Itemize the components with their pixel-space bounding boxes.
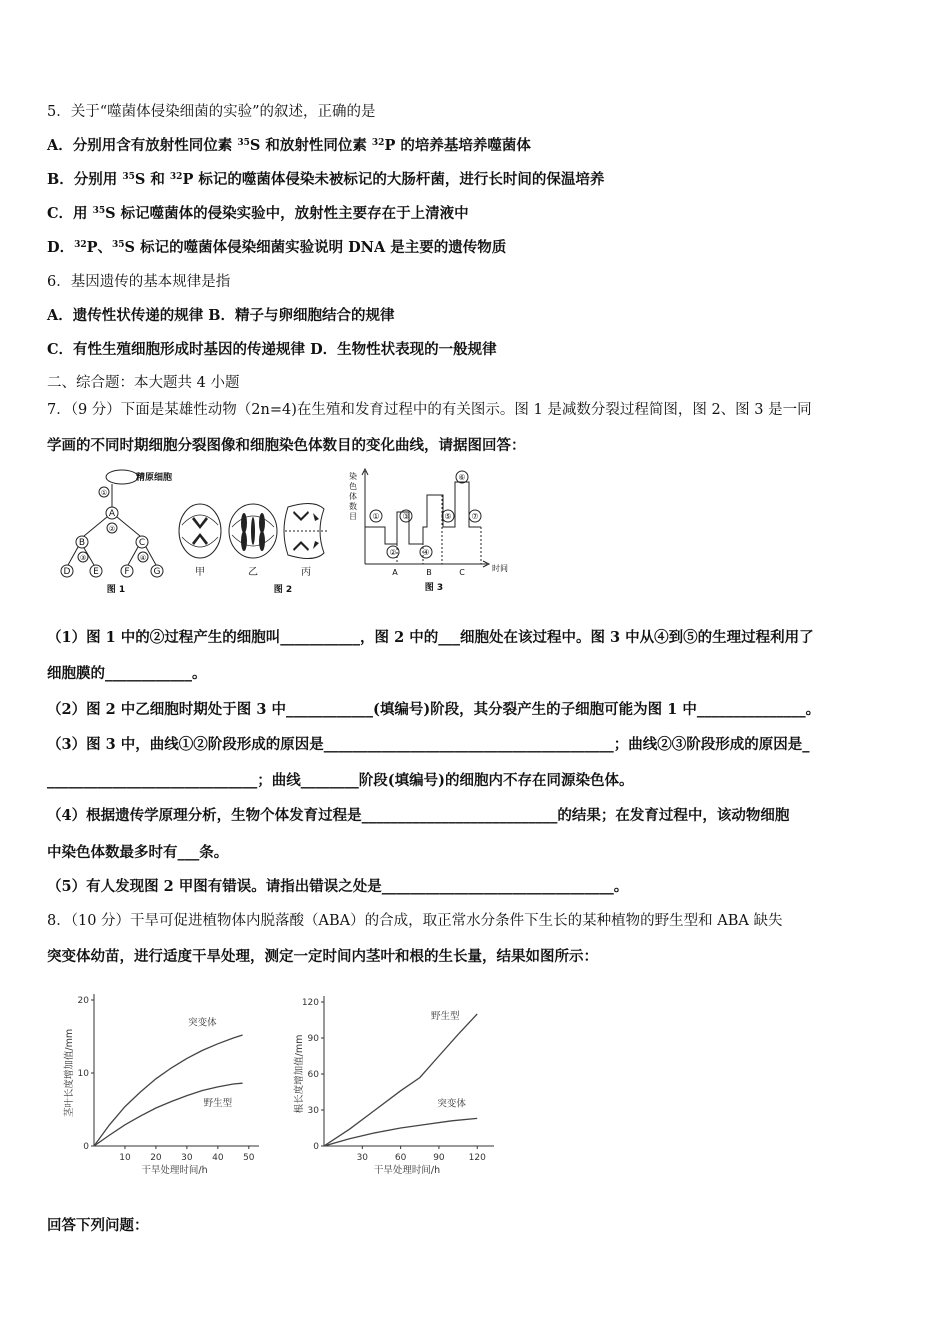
q5-option-b: B．分别用 $^{35}$S 和 $^{32}$P 标记的噬菌体侵染未被标记的大肠杆菌，进行长时间的保温培养: [47, 171, 605, 188]
chart2-x-tick-label: 120: [468, 1153, 486, 1163]
fig3-ylabel-1: 染: [349, 472, 357, 481]
fig1-node-d: D: [63, 567, 71, 577]
fig1-step3: ③: [79, 554, 87, 562]
chart1-series-line-2: [94, 1083, 243, 1146]
q7-part4-line2: 中染色体数最多时有___条。: [47, 844, 229, 861]
figure-1: [50, 465, 180, 595]
chart1-x-tick-label: 10: [119, 1153, 131, 1163]
q6-stem: 6．基因遗传的基本规律是指: [47, 274, 231, 290]
fig3-ylabel-4: 数: [349, 502, 357, 511]
fig3-stage-3: ③: [402, 512, 410, 521]
fig2-label-yi: 乙: [248, 567, 258, 578]
fig3-stage-7: ⑦: [471, 512, 479, 521]
figure-2: [178, 495, 338, 595]
chart1-series-line-1: [94, 1035, 243, 1146]
fig2-label-bing: 丙: [301, 567, 311, 578]
stem-leaf-growth-chart: [50, 988, 265, 1180]
q5-option-d: D．$^{32}$P、$^{35}$S 标记的噬菌体侵染细菌实验说明 DNA 是主要的遗传物质: [47, 239, 507, 256]
q7-part3-line2: _____________________________；曲线________阶段(填编号)的细胞内不存在同源染色体。: [47, 772, 634, 789]
q7-part3-line1: （3）图 3 中，曲线①②阶段形成的原因是________________________________________；曲线②③阶段形成的原因是_: [47, 736, 810, 753]
chart1-x-tick-label: 20: [150, 1153, 162, 1163]
q6-options-ab: A．遗传性状传递的规律 B．精子与卵细胞结合的规律: [47, 307, 395, 324]
fig1-caption: 图 1: [106, 585, 126, 595]
q8-stem-line2: 突变体幼苗，进行适度干旱处理，测定一定时间内茎叶和根的生长量，结果如图所示：: [47, 948, 598, 965]
q7-part4-line1: （4）根据遗传学原理分析，生物个体发育过程是___________________________的结果；在发育过程中，该动物细胞: [47, 807, 790, 824]
chart2-x-axis-label: 干旱处理时间/h: [373, 1165, 441, 1176]
q7-part5: （5）有人发现图 2 甲图有错误。请指出错误之处是________________________________。: [47, 878, 629, 895]
fig3-phase-c: C: [459, 568, 465, 577]
chart1-y-tick-label: 20: [77, 996, 89, 1006]
q7-stem-line2: 学画的不同时期细胞分裂图像和细胞染色体数目的变化曲线，请据图回答：: [47, 437, 526, 454]
q7-part1-line2: 细胞膜的____________。: [47, 665, 207, 682]
chart1-series-label-1: 突变体: [188, 1017, 217, 1029]
chart1-series-label-2: 野生型: [203, 1097, 233, 1109]
root-growth-chart: [280, 988, 505, 1180]
fig3-stage-1: ①: [372, 512, 380, 521]
fig3-phase-a: A: [392, 568, 398, 577]
q8-ask: 回答下列问题：: [47, 1217, 149, 1234]
q5-option-a: A．分别用含有放射性同位素 $^{35}$S 和放射性同位素 $^{32}$P 的培养基培养噬菌体: [47, 137, 531, 154]
q5-option-c: C．用 $^{35}$S 标记噬菌体的侵染实验中，放射性主要存在于上清液中: [47, 205, 469, 222]
fig3-stage-5: ⑤: [444, 512, 452, 521]
chart1-y-axis-label: 茎叶长度增加值/mm: [64, 1028, 75, 1118]
fig3-caption: 图 3: [424, 583, 444, 593]
chart2-x-tick-label: 90: [433, 1153, 445, 1163]
fig1-node-b: B: [78, 538, 86, 548]
chart2-series-line-1: [324, 1014, 477, 1146]
chart1-x-tick-label: 40: [212, 1153, 224, 1163]
fig1-step2: ②: [108, 525, 116, 533]
section-heading: 二、综合题：本大题共 4 小题: [47, 375, 240, 391]
q5-stem: 5．关于“噬菌体侵染细菌的实验”的叙述，正确的是: [47, 104, 376, 120]
fig1-top-label: 精原细胞: [135, 473, 173, 483]
fig1-node-e: E: [93, 567, 99, 577]
chart1-x-tick-label: 50: [243, 1153, 255, 1163]
chart1-x-tick-label: 30: [181, 1153, 193, 1163]
fig1-step1: ①: [100, 489, 108, 497]
q7-part2: （2）图 2 中乙细胞时期处于图 3 中____________(填编号)阶段，其分裂产生的子细胞可能为图 1 中_______________。: [47, 701, 821, 718]
q8-stem-line1: 8．（10 分）干旱可促进植物体内脱落酸（ABA）的合成，取正常水分条件下生长的某种植物的野生型和 ABA 缺失: [47, 913, 783, 929]
fig1-node-a: A: [108, 509, 116, 519]
fig3-ylabel-2: 色: [349, 482, 357, 491]
fig2-label-jia: 甲: [195, 567, 205, 578]
chart1-y-tick-label: 0: [83, 1142, 89, 1152]
fig3-stage-6: ⑥: [458, 473, 466, 482]
fig3-phase-b: B: [426, 568, 432, 577]
fig2-caption: 图 2: [273, 585, 293, 595]
q7-stem-line1: 7．（9 分）下面是某雄性动物（2n=4)在生殖和发育过程中的有关图示。图 1 是减数分裂过程简图，图 2、图 3 是一同: [47, 402, 812, 418]
chart2-x-tick-label: 60: [394, 1153, 407, 1163]
fig1-node-c: C: [138, 538, 146, 548]
fig1-node-g: G: [153, 567, 161, 577]
q7-part1-line1: （1）图 1 中的②过程产生的细胞叫___________，图 2 中的___细胞处在该过程中。图 3 中从④到⑤的生理过程利用了: [47, 629, 814, 646]
fig1-node-f: F: [124, 567, 130, 577]
chart2-y-tick-label: 90: [307, 1034, 319, 1044]
chart2-y-tick-label: 0: [313, 1142, 319, 1152]
chart2-series-line-2: [324, 1118, 477, 1146]
chart2-y-tick-label: 120: [301, 998, 319, 1008]
chart1-x-axis-label: 干旱处理时间/h: [141, 1165, 208, 1176]
chart2-series-label-2: 突变体: [437, 1098, 466, 1110]
q6-options-cd: C．有性生殖细胞形成时基因的传递规律 D．生物性状表现的一般规律: [47, 341, 497, 358]
chart2-y-tick-label: 60: [307, 1070, 319, 1080]
chart2-x-tick-label: 30: [356, 1153, 369, 1163]
chart2-y-tick-label: 30: [307, 1106, 319, 1116]
chart1-y-tick-label: 10: [77, 1069, 89, 1079]
fig3-ylabel-5: 目: [349, 512, 357, 521]
figure-3: [345, 467, 520, 595]
fig1-step4: ④: [139, 554, 147, 562]
fig3-xlabel: 时间: [492, 564, 508, 573]
fig3-stage-4: ④: [422, 548, 430, 557]
fig3-stage-2: ②: [389, 548, 397, 557]
chart2-series-label-1: 野生型: [431, 1010, 460, 1022]
fig3-ylabel-3: 体: [349, 492, 357, 501]
chart2-y-axis-label: 根长度增加值/mm: [294, 1034, 305, 1114]
